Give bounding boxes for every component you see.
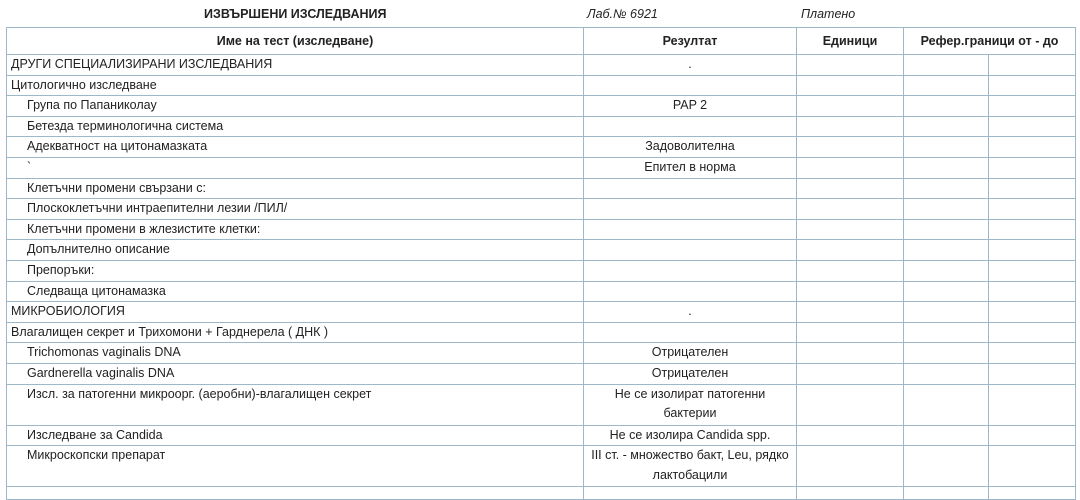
row-name: Група по Папаниколау — [7, 96, 584, 117]
table-row — [7, 425, 1076, 446]
row-result — [584, 199, 797, 220]
row-ref-to — [989, 425, 1076, 446]
table-row — [7, 75, 1076, 96]
report-header — [0, 0, 1080, 28]
row-name: Препоръки: — [7, 260, 584, 281]
row-name: Изследване за Candida — [7, 425, 584, 446]
row-units — [797, 116, 904, 137]
row-result — [584, 260, 797, 281]
row-ref-to — [989, 343, 1076, 364]
row-name: Trichomonas vaginalis DNA — [7, 343, 584, 364]
row-units — [797, 137, 904, 158]
row-result — [584, 219, 797, 240]
table-row — [7, 281, 1076, 302]
row-units — [797, 343, 904, 364]
row-units — [797, 384, 904, 425]
col-name-header: Име на тест (изследване) — [7, 28, 584, 55]
row-ref-to — [989, 302, 1076, 323]
row-ref-to — [989, 55, 1076, 76]
row-result: Не се изолират патогенни бактерии — [584, 384, 797, 425]
row-ref-from — [904, 137, 989, 158]
report-title: ИЗВЪРШЕНИ ИЗСЛЕДВАНИЯ — [204, 7, 387, 21]
row-name: Микроскопски препарат — [7, 446, 584, 487]
row-units — [797, 322, 904, 343]
table-row — [7, 384, 1076, 425]
row-ref-from — [904, 281, 989, 302]
row-result: Отрицателен — [584, 363, 797, 384]
row-ref-from — [904, 384, 989, 425]
table-row — [7, 322, 1076, 343]
row-name: Клетъчни промени в жлезистите клетки: — [7, 219, 584, 240]
row-result: . — [584, 302, 797, 323]
row-ref-from — [904, 363, 989, 384]
row-name: ДРУГИ СПЕЦИАЛИЗИРАНИ ИЗСЛЕДВАНИЯ — [7, 55, 584, 76]
row-ref-to — [989, 137, 1076, 158]
row-units — [797, 260, 904, 281]
row-units — [797, 240, 904, 261]
table-row — [7, 55, 1076, 76]
table-row — [7, 116, 1076, 137]
row-ref-to — [989, 322, 1076, 343]
row-result — [584, 281, 797, 302]
row-ref-to — [989, 157, 1076, 178]
table-row — [7, 199, 1076, 220]
table-row — [7, 178, 1076, 199]
row-name: МИКРОБИОЛОГИЯ — [7, 302, 584, 323]
table-row — [7, 157, 1076, 178]
row-ref-to — [989, 240, 1076, 261]
row-ref-from — [904, 322, 989, 343]
row-name: Изсл. за патогенни микроорг. (аеробни)-влагалищен секрет — [7, 384, 584, 425]
table-header-row — [7, 28, 1076, 55]
row-units — [797, 425, 904, 446]
row-result — [584, 116, 797, 137]
row-result — [584, 240, 797, 261]
row-name: Бетезда терминологична система — [7, 116, 584, 137]
row-units — [797, 96, 904, 117]
row-ref-from — [904, 425, 989, 446]
row-ref-from — [904, 116, 989, 137]
row-ref-to — [989, 116, 1076, 137]
row-ref-from — [904, 199, 989, 220]
row-units — [797, 178, 904, 199]
row-name: Цитологично изследване — [7, 75, 584, 96]
row-result: III ст. - множество бакт, Leu, рядко лактобацили — [584, 446, 797, 487]
row-result — [584, 322, 797, 343]
row-units — [797, 157, 904, 178]
row-units — [797, 75, 904, 96]
row-result: PAP 2 — [584, 96, 797, 117]
table-row — [7, 260, 1076, 281]
row-units — [797, 199, 904, 220]
row-units — [797, 55, 904, 76]
col-result-header: Резултат — [584, 28, 797, 55]
row-ref-from — [904, 178, 989, 199]
row-name: Следваща цитонамазка — [7, 281, 584, 302]
row-ref-to — [989, 260, 1076, 281]
row-result — [584, 178, 797, 199]
row-ref-to — [989, 96, 1076, 117]
table-row — [7, 219, 1076, 240]
table-row — [7, 96, 1076, 117]
row-units — [797, 363, 904, 384]
row-ref-to — [989, 384, 1076, 425]
row-ref-from — [904, 302, 989, 323]
row-ref-from — [904, 260, 989, 281]
row-ref-to — [989, 363, 1076, 384]
row-name: Влагалищен секрет и Трихомони + Гарднерела ( ДНК ) — [7, 322, 584, 343]
row-result: Задоволителна — [584, 137, 797, 158]
row-ref-to — [989, 446, 1076, 487]
row-result: Епител в норма — [584, 157, 797, 178]
row-ref-from — [904, 96, 989, 117]
row-ref-to — [989, 75, 1076, 96]
row-ref-from — [904, 75, 989, 96]
col-ref-header: Рефер.граници от - до — [904, 28, 1076, 55]
table-row — [7, 363, 1076, 384]
row-ref-from — [904, 240, 989, 261]
row-ref-to — [989, 281, 1076, 302]
row-name: Плоскоклетъчни интраепителни лезии /ПИЛ/ — [7, 199, 584, 220]
col-units-header: Единици — [797, 28, 904, 55]
lab-number: Лаб.№ 6921 — [587, 7, 658, 21]
row-name: ` — [7, 157, 584, 178]
table-row — [7, 446, 1076, 487]
row-ref-from — [904, 343, 989, 364]
row-result: Не се изолира Candida spp. — [584, 425, 797, 446]
payment-status: Платено — [801, 7, 856, 21]
table-row — [7, 137, 1076, 158]
row-units — [797, 219, 904, 240]
row-ref-from — [904, 219, 989, 240]
row-units — [797, 302, 904, 323]
table-row — [7, 240, 1076, 261]
row-ref-to — [989, 199, 1076, 220]
row-ref-to — [989, 219, 1076, 240]
row-name: Допълнително описание — [7, 240, 584, 261]
row-units — [797, 281, 904, 302]
row-ref-from — [904, 157, 989, 178]
row-units — [797, 446, 904, 487]
row-name: Клетъчни промени свързани с: — [7, 178, 584, 199]
row-result: . — [584, 55, 797, 76]
row-result — [584, 75, 797, 96]
table-row — [7, 343, 1076, 364]
row-result: Отрицателен — [584, 343, 797, 364]
row-ref-from — [904, 55, 989, 76]
row-ref-from — [904, 446, 989, 487]
row-name: Gardnerella vaginalis DNA — [7, 363, 584, 384]
row-name: Адекватност на цитонамазката — [7, 137, 584, 158]
results-table — [6, 27, 1076, 500]
row-ref-to — [989, 178, 1076, 199]
table-row — [7, 302, 1076, 323]
